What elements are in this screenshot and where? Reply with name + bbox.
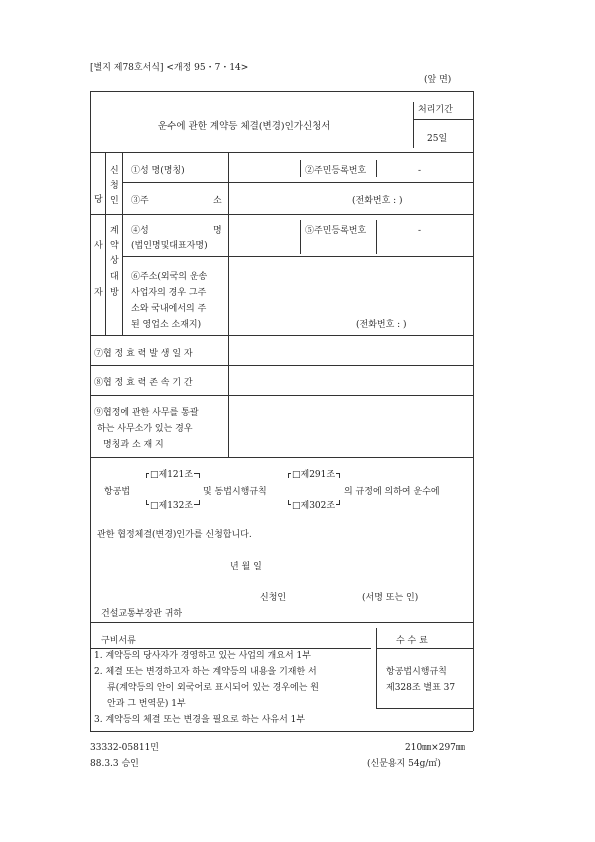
applicant-regno-dash: - (418, 166, 422, 176)
frame-right-line (473, 91, 474, 731)
effective-date-bottom-line (90, 365, 473, 366)
counterparty-label-4: 대 (110, 272, 119, 282)
counterparty-label-5: 방 (110, 288, 119, 298)
counterparty-regno-divider-2 (376, 220, 377, 254)
counterparty-regno-dash: - (418, 226, 422, 236)
document-item-2-cont-1: 류(계약등의 안이 외국어로 표시되어 있는 경우에는 원 (107, 683, 319, 693)
statement-bottom-line (90, 622, 473, 623)
office-label-line-2: 하는 사무소가 있는 경우 (97, 424, 193, 434)
title-bottom-line (90, 152, 473, 153)
article-132: □제132조 (150, 501, 194, 511)
article-302: □제302조 (292, 501, 336, 511)
documents-heading-line (90, 648, 371, 649)
duration-label: ⑧협 정 효 력 존 속 기 간 (94, 378, 193, 388)
fee-box-left (376, 628, 377, 708)
party-col-line-3 (228, 152, 229, 335)
fee-box-bottom (376, 708, 473, 709)
office-label-line-3: 명칭과 소 재 지 (103, 440, 164, 450)
applicant-phone: (전화번호 : ) (352, 196, 403, 206)
office-bottom-line (90, 457, 473, 458)
and-rule-text: 및 동법시행규칙 (203, 487, 267, 497)
applicant-label-3: 인 (110, 196, 119, 206)
frame-bottom-line (90, 731, 473, 732)
counterparty-label-1: 계 (110, 226, 119, 236)
applicant-address-label-b: 소 (213, 196, 222, 206)
counterparty-address-line-3: 소와 국내에서의 주 (131, 304, 207, 314)
law-name: 항공법 (104, 487, 131, 497)
counterparty-name-label-2: (법인명및대표자명) (131, 241, 208, 251)
party-label-1: 당 (94, 195, 103, 205)
applicant-name-label: ①성 명(명칭) (131, 166, 185, 176)
counterparty-regno-divider (300, 220, 301, 254)
duration-bottom-line (90, 395, 473, 396)
form-title: 운수에 관한 계약등 체결(변경)인가신청서 (158, 121, 331, 132)
counterparty-label-3: 상 (110, 256, 119, 266)
office-label-line-1: ⑨협정에 관한 사무를 통괄 (94, 408, 199, 418)
footer-code: 33332-05811민 (90, 743, 159, 753)
party-bottom-line (90, 335, 473, 336)
fee-line-2: 제328조 별표 37 (386, 683, 456, 693)
footer-paper-size: 210㎜×297㎜ (405, 743, 465, 753)
party-label-3: 자 (94, 288, 103, 298)
applicant-label-1: 신 (110, 166, 119, 176)
form-code: [별지 제78호서식] <개정 95・7・14> (90, 63, 249, 73)
document-item-2-cont-2: 안과 그 번역문) 1부 (107, 699, 186, 709)
applicant-row-line (122, 182, 473, 183)
counterparty-address-line-4: 된 영업소 소재지) (131, 320, 202, 330)
counterparty-address-line-2: 사업자의 경우 그주 (131, 288, 207, 298)
office-divider (228, 395, 229, 457)
frame-top-line (90, 91, 473, 92)
party-col-line-1 (105, 152, 106, 335)
footer-approved: 88.3.3 승인 (90, 759, 139, 769)
applicant-regno-divider (300, 160, 301, 177)
counterparty-phone: (전화번호 : ) (356, 320, 407, 330)
counterparty-row-line (122, 256, 473, 257)
fee-label: 수 수 료 (396, 636, 428, 646)
party-col-line-2 (122, 152, 123, 335)
applicant-signature-label: 신청인 (260, 593, 287, 603)
page-side: (앞 면) (424, 75, 452, 85)
counterparty-name-label-a: ④성 (131, 226, 149, 236)
counterparty-regno-label: ⑤주민등록번호 (305, 226, 367, 236)
frame-left-line (90, 91, 91, 731)
fee-line-1: 항공법시행규칙 (386, 667, 447, 677)
fee-label-line (376, 648, 473, 649)
party-label-2: 사 (94, 241, 103, 251)
applicant-regno-label: ②주민등록번호 (305, 166, 367, 176)
counterparty-label-2: 약 (110, 241, 119, 251)
applicant-regno-divider-2 (376, 160, 377, 177)
footer-paper-type: (신문용지 54g/㎡) (367, 759, 441, 769)
article-291: □제291조 (292, 470, 336, 480)
addressee: 건설교통부장관 귀하 (101, 609, 183, 619)
according-text: 의 규정에 의하여 운수에 (344, 487, 440, 497)
processing-period-label: 처리기간 (418, 105, 453, 115)
application-date: 년 월 일 (230, 562, 262, 572)
applicant-bottom-line (90, 214, 473, 215)
processing-box-mid (413, 119, 473, 120)
required-documents-heading: 구비서류 (101, 636, 136, 646)
counterparty-address-line-1: ⑥주소(외국의 운송 (131, 272, 208, 282)
processing-box-left (413, 102, 414, 148)
processing-period-value: 25일 (427, 134, 448, 144)
applicant-label-2: 청 (110, 181, 119, 191)
signature-or-seal: (서명 또는 인) (362, 593, 419, 603)
document-item-2: 2. 체결 또는 변경하고자 하는 계약등의 내용을 기재한 서 (94, 667, 317, 677)
document-item-3: 3. 계약등의 체결 또는 변경을 필요로 하는 사유서 1부 (94, 715, 306, 725)
document-item-1: 1. 계약등의 당사자가 경영하고 있는 사업의 개요서 1부 (94, 651, 311, 661)
effective-date-divider (228, 335, 229, 365)
article-121: □제121조 (150, 470, 194, 480)
application-sentence: 관한 협정체결(변경)인가를 신청합니다. (97, 530, 252, 540)
effective-date-label: ⑦협 정 효 력 발 생 일 자 (94, 349, 193, 359)
duration-divider (228, 365, 229, 395)
counterparty-name-label-b: 명 (213, 226, 222, 236)
applicant-address-label-a: ③주 (131, 196, 149, 206)
